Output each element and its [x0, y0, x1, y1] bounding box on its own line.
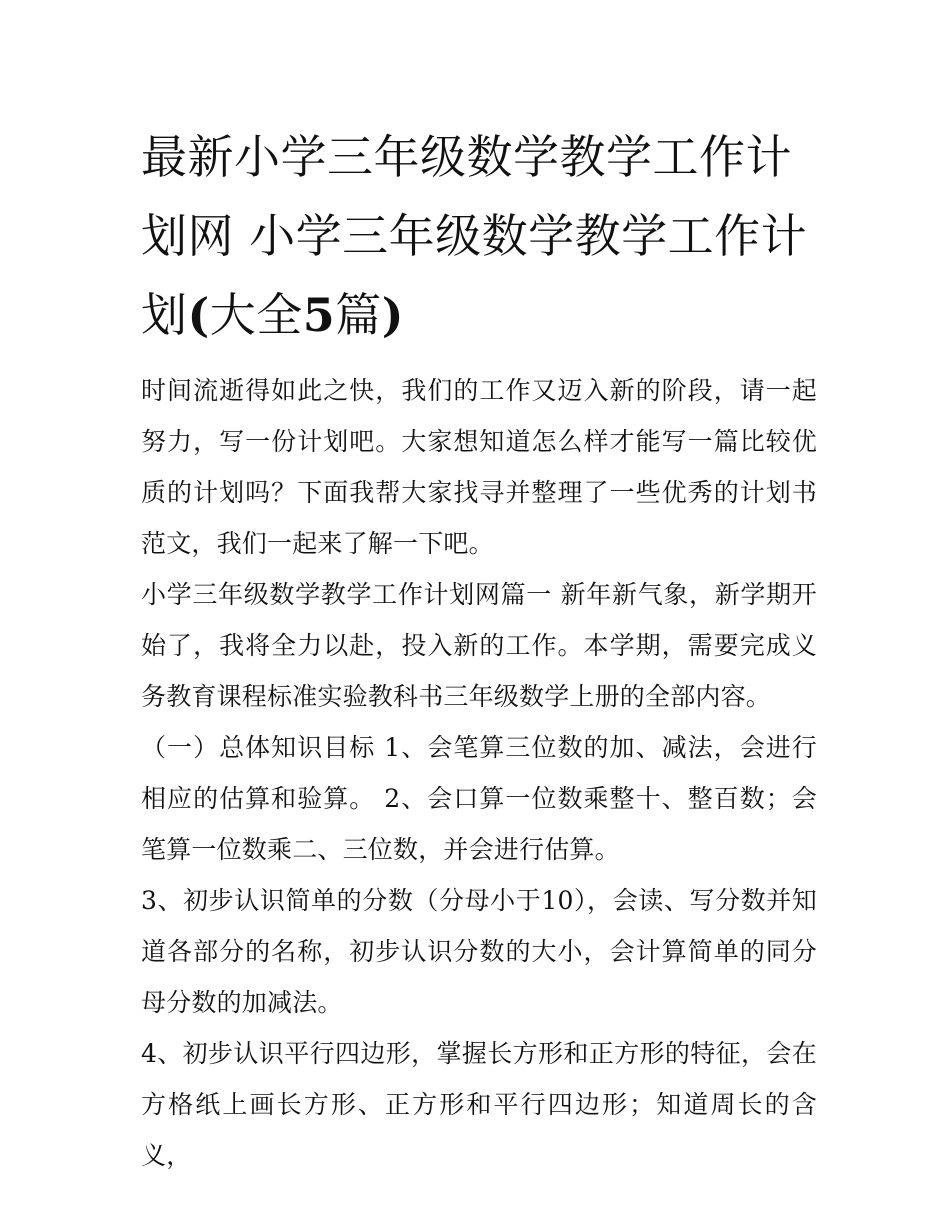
title-paren-close: ) [381, 288, 405, 342]
title-number: 5 [302, 288, 336, 342]
title-daquan: 大全 [209, 288, 303, 342]
document-title [141, 118, 817, 355]
title-paren-open: ( [187, 288, 210, 342]
title-text: 最新小学三年级数学教学工作计划网 小学三年级数学教学工作计划 [141, 130, 808, 342]
title-pian: 篇 [335, 288, 382, 342]
shapes-paragraph: 4、初步认识平行四边形，掌握长方形和正方形的特征，会在方格纸上画长方形、正方形和平行四边形；知道周长的含义， [141, 1039, 817, 1170]
document-body [141, 118, 817, 1181]
intro-paragraph: 时间流逝得如此之快，我们的工作又迈入新的阶段，请一起努力，写一份计划吧。大家想知道怎么样才能写一篇比较优质的计划吗？下面我帮大家找寻并整理了一些优秀的计划书范文，我们一起来了解一下吧。 [141, 376, 817, 558]
knowledge-goals-paragraph: （一）总体知识目标 1、会笔算三位数的加、减法，会进行相应的估算和验算。 2、会口算一位数乘整十、整百数；会笔算一位数乘二、三位数，并会进行估算。 [141, 733, 817, 864]
fractions-paragraph: 3、初步认识简单的分数（分母小于10），会读、写分数并知道各部分的名称，初步认识分数的大小，会计算简单的同分母分数的加减法。 [141, 886, 817, 1017]
plan-one-paragraph: 小学三年级数学教学工作计划网篇一 新年新气象，新学期开始了，我将全力以赴，投入新的工作。本学期，需要完成义务教育课程标准实验教科书三年级数学上册的全部内容。 [141, 580, 817, 711]
